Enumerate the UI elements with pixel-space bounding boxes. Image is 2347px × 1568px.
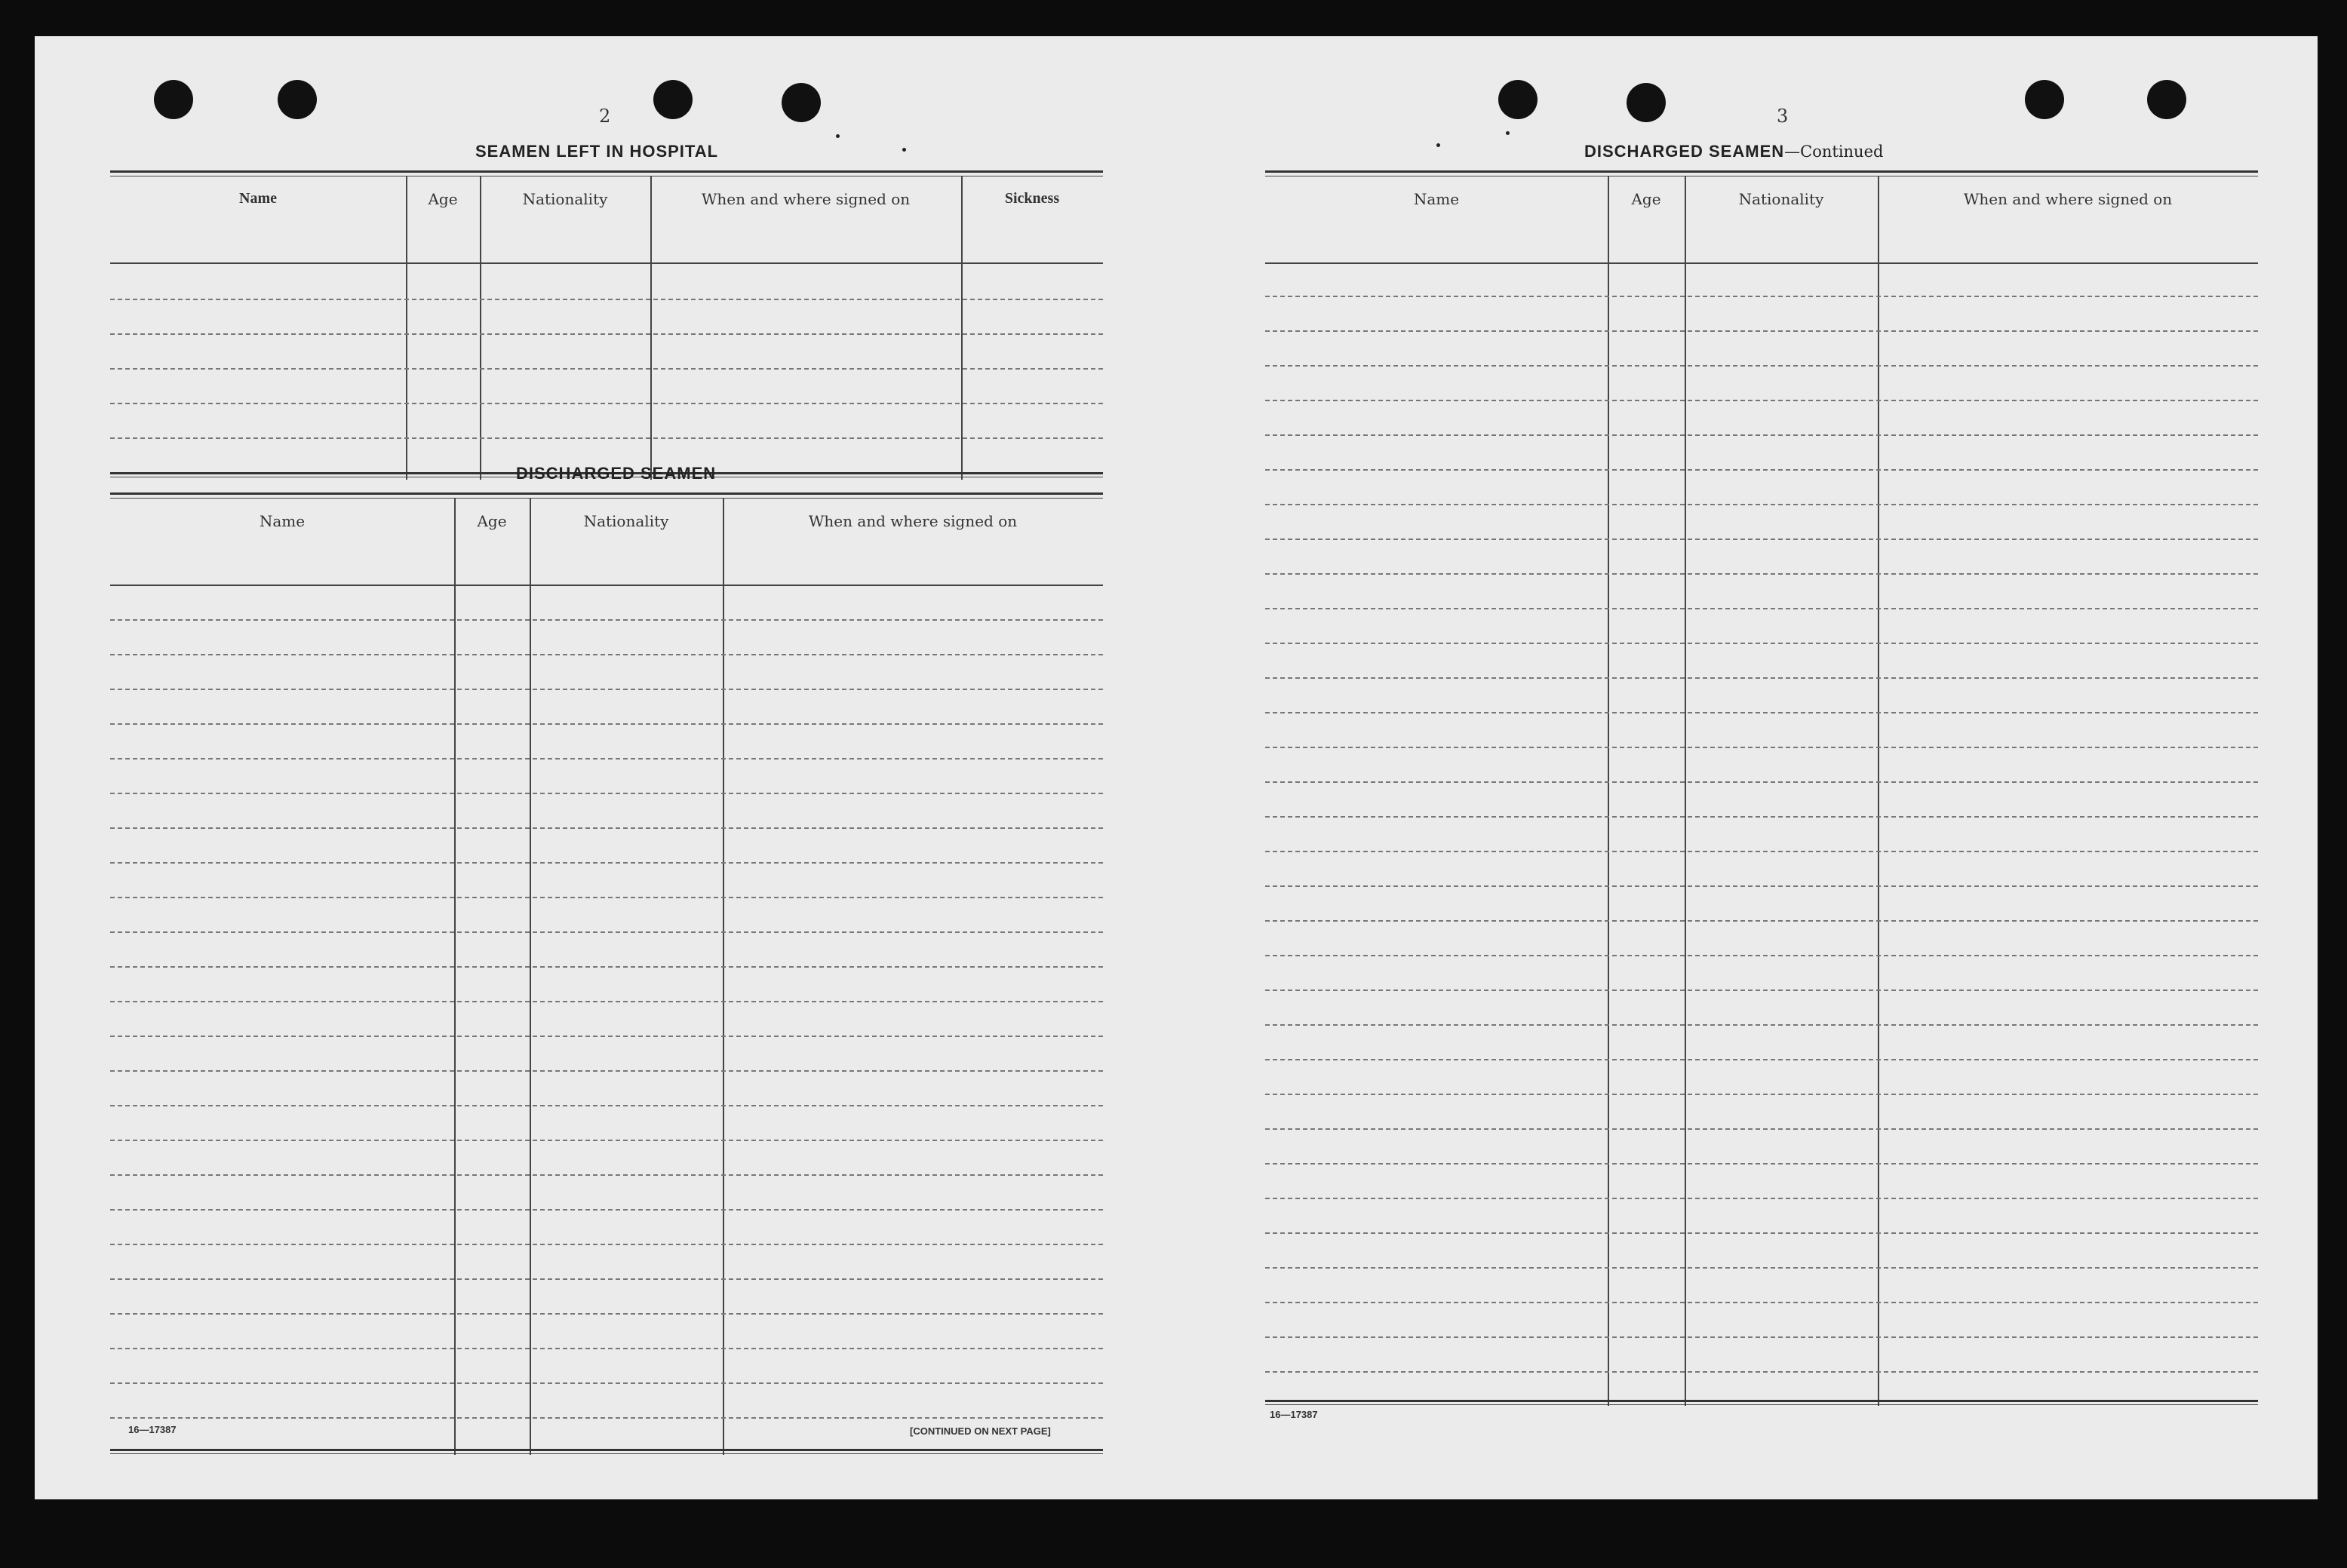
right-page — [1176, 36, 2318, 1499]
col-header-name: Name — [239, 190, 277, 207]
col-header-name: Name — [1413, 190, 1460, 208]
discharged-section-title: DISCHARGED SEAMEN — [516, 464, 717, 483]
col-header-age: Age — [1631, 190, 1661, 208]
hospital-table — [110, 170, 1103, 480]
discharged-table — [110, 492, 1103, 1456]
page-number: 2 — [599, 106, 611, 127]
hospital-section-title: SEAMEN LEFT IN HOSPITAL — [475, 142, 719, 161]
scanned-form-spread — [35, 36, 2318, 1499]
col-header-sickness: Sickness — [1004, 190, 1060, 207]
continued-note: [CONTINUED ON NEXT PAGE] — [910, 1425, 1051, 1437]
discharged-continued-table — [1265, 170, 2258, 1407]
col-header-age: Age — [477, 512, 507, 530]
left-page — [35, 36, 1176, 1499]
col-header-signed-on: When and where signed on — [808, 512, 1018, 530]
col-header-nationality: Nationality — [522, 190, 608, 208]
discharged-title-suffix: —Continued — [1784, 143, 1884, 161]
col-header-name: Name — [259, 512, 306, 530]
discharged-continued-title — [1584, 142, 1883, 161]
col-header-nationality: Nationality — [583, 512, 669, 530]
form-code: 16—17387 — [128, 1424, 177, 1435]
col-header-signed-on: When and where signed on — [1963, 190, 2173, 208]
form-code: 16—17387 — [1270, 1409, 1318, 1420]
page-number: 3 — [1777, 106, 1789, 127]
discharged-title-main: DISCHARGED SEAMEN — [1584, 142, 1785, 161]
col-header-nationality: Nationality — [1738, 190, 1824, 208]
col-header-signed-on: When and where signed on — [701, 190, 911, 208]
col-header-age: Age — [428, 190, 458, 208]
